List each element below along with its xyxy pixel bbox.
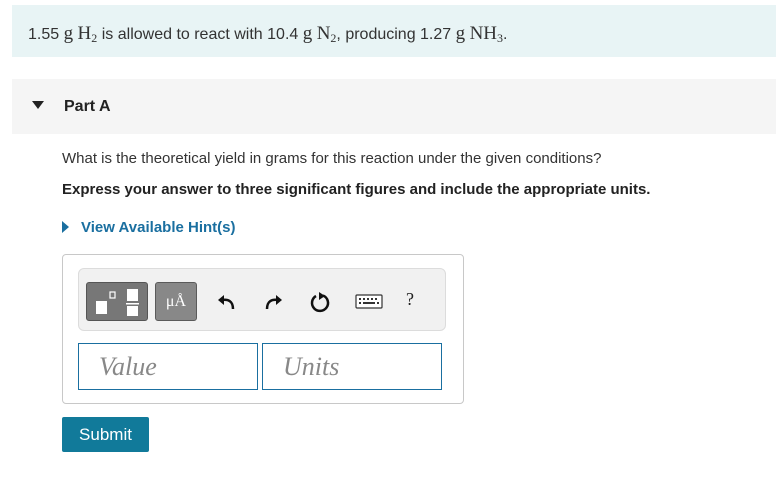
- units-field[interactable]: [262, 343, 442, 390]
- formula-nh3: $NH_3$: [469, 23, 504, 45]
- part-a-header[interactable]: [12, 79, 776, 134]
- mass-h2-value: 1.55: [28, 26, 60, 43]
- templates-icon[interactable]: [86, 282, 148, 321]
- reset-icon[interactable]: [307, 290, 333, 316]
- formula-n2: $N_2$: [316, 23, 337, 45]
- unit-g: g: [455, 23, 466, 44]
- problem-text: [28, 23, 507, 45]
- answer-box: [62, 254, 464, 404]
- question-text: What is the theoretical yield in grams for this reaction under the given conditions?: [62, 150, 602, 167]
- units-input[interactable]: [263, 344, 441, 389]
- problem-text-producing: , producing 1.27: [336, 26, 452, 43]
- instruction-text: Express your answer to three significant figures and include the appropriate units.: [62, 181, 651, 198]
- undo-icon[interactable]: [214, 290, 240, 316]
- redo-icon[interactable]: [260, 290, 286, 316]
- view-hints-link[interactable]: [62, 219, 236, 236]
- collapse-caret-icon[interactable]: [32, 101, 44, 109]
- answer-toolbar: [78, 268, 446, 331]
- value-field[interactable]: [78, 343, 258, 390]
- keyboard-icon[interactable]: [355, 292, 381, 318]
- part-title: Part A: [64, 98, 111, 115]
- hint-label: View Available Hint(s): [81, 219, 236, 236]
- caret-right-icon: [62, 221, 69, 233]
- formula-h2: $H_2$: [77, 23, 98, 45]
- problem-text-end: .: [503, 26, 508, 43]
- units-icon[interactable]: μÅ: [155, 282, 197, 321]
- unit-g: g: [302, 23, 313, 44]
- help-icon[interactable]: ?: [406, 289, 414, 309]
- value-input[interactable]: [79, 344, 257, 389]
- problem-statement: [12, 5, 776, 57]
- problem-text-mid: is allowed to react with 10.4: [101, 26, 299, 43]
- submit-button[interactable]: Submit: [62, 417, 149, 452]
- unit-g: g: [63, 23, 74, 44]
